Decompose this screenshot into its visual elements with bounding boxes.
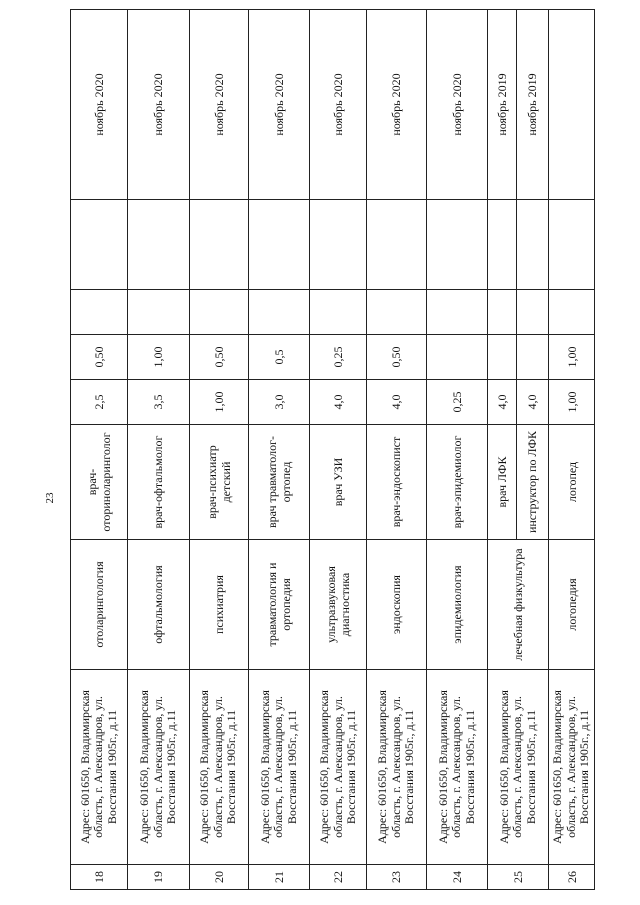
empty-cell: [310, 290, 367, 335]
occupied-cell: [426, 335, 487, 380]
date-cell: ноябрь 2019: [487, 10, 516, 200]
specialty-cell: травматология и ортопедия: [248, 540, 309, 670]
specialty-cell: логопедия: [549, 540, 595, 670]
occupied-cell: [487, 335, 516, 380]
specialty-cell: психиатрия: [189, 540, 248, 670]
specialty-cell: эндоскопия: [367, 540, 426, 670]
row-number: 26: [549, 865, 595, 890]
rate-cell: 1,00: [549, 380, 595, 425]
date-cell: ноябрь 2020: [128, 10, 189, 200]
row-number: 25: [487, 865, 548, 890]
address-cell: Адрес: 601650, Владимирская область, г. Александров, ул. Восстания 1905г., д.11: [549, 670, 595, 865]
address-cell: Адрес: 601650, Владимирская область, г. Александров, ул. Восстания 1905г., д.11: [487, 670, 548, 865]
rate-cell: 4,0: [367, 380, 426, 425]
address-cell: Адрес: 601650, Владимирская область, г. Александров, ул. Восстания 1905г., д.11: [128, 670, 189, 865]
specialty-cell: офтальмология: [128, 540, 189, 670]
empty-cell: [128, 200, 189, 290]
row-number: 24: [426, 865, 487, 890]
empty-cell: [426, 290, 487, 335]
position-cell: врач-оториноларинголог: [71, 425, 128, 540]
occupied-cell: 0,5: [248, 335, 309, 380]
occupied-cell: 0,25: [310, 335, 367, 380]
empty-cell: [310, 200, 367, 290]
table-row: [248, 10, 309, 890]
rate-cell: 1,00: [189, 380, 248, 425]
specialty-cell: ультразвуковая диагностика: [310, 540, 367, 670]
date-cell: ноябрь 2020: [71, 10, 128, 200]
occupied-cell: 1,00: [549, 335, 595, 380]
rate-cell: 4,0: [516, 380, 549, 425]
empty-cell: [189, 290, 248, 335]
empty-cell: [128, 290, 189, 335]
row-number: 19: [128, 865, 189, 890]
empty-cell: [487, 290, 516, 335]
position-cell: врач-эпидемиолог: [426, 425, 487, 540]
empty-cell: [426, 200, 487, 290]
rate-cell: 2,5: [71, 380, 128, 425]
empty-cell: [516, 200, 549, 290]
address-cell: Адрес: 601650, Владимирская область, г. Александров, ул. Восстания 1905г., д.11: [248, 670, 309, 865]
date-cell: ноябрь 2020: [248, 10, 309, 200]
occupied-cell: 0,50: [71, 335, 128, 380]
occupied-cell: [516, 335, 549, 380]
date-cell: ноябрь 2019: [516, 10, 549, 200]
address-cell: Адрес: 601650, Владимирская область, г. Александров, ул. Восстания 1905г., д.11: [71, 670, 128, 865]
row-number: 18: [71, 865, 128, 890]
position-cell: врач ЛФК: [487, 425, 516, 540]
table-row: [71, 10, 128, 890]
table-row: [128, 10, 189, 890]
table-row: [426, 10, 487, 890]
page-number: 23: [44, 492, 56, 504]
position-cell: инструктор по ЛФК: [516, 425, 549, 540]
occupied-cell: 0,50: [367, 335, 426, 380]
occupied-cell: 0,50: [189, 335, 248, 380]
address-cell: Адрес: 601650, Владимирская область, г. Александров, ул. Восстания 1905г., д.11: [367, 670, 426, 865]
rate-cell: 4,0: [310, 380, 367, 425]
position-cell: врач-эндоскопист: [367, 425, 426, 540]
table-row: [189, 10, 248, 890]
rate-cell: 3,0: [248, 380, 309, 425]
date-cell: ноябрь 2020: [310, 10, 367, 200]
date-cell: ноябрь 2020: [426, 10, 487, 200]
position-cell: врач-офтальмолог: [128, 425, 189, 540]
empty-cell: [71, 200, 128, 290]
empty-cell: [367, 290, 426, 335]
rate-cell: 3,5: [128, 380, 189, 425]
table-row: [549, 10, 595, 890]
rate-cell: 0,25: [426, 380, 487, 425]
address-cell: Адрес: 601650, Владимирская область, г. Александров, ул. Восстания 1905г., д.11: [310, 670, 367, 865]
specialty-cell: лечебная физкультура: [487, 540, 548, 670]
row-number: 22: [310, 865, 367, 890]
empty-cell: [516, 290, 549, 335]
empty-cell: [248, 200, 309, 290]
empty-cell: [189, 200, 248, 290]
position-cell: врач-психиатр детский: [189, 425, 248, 540]
table-row: [310, 10, 367, 890]
empty-cell: [549, 290, 595, 335]
empty-cell: [549, 200, 595, 290]
date-cell: ноябрь 2020: [189, 10, 248, 200]
rate-cell: 4,0: [487, 380, 516, 425]
date-cell: [549, 10, 595, 200]
occupied-cell: 1,00: [128, 335, 189, 380]
empty-cell: [71, 290, 128, 335]
row-number: 20: [189, 865, 248, 890]
specialty-cell: отоларингология: [71, 540, 128, 670]
vacancy-table: [70, 9, 595, 890]
specialty-cell: эпидемиология: [426, 540, 487, 670]
table-row: [367, 10, 426, 890]
position-cell: врач травматолог-ортопед: [248, 425, 309, 540]
empty-cell: [367, 200, 426, 290]
position-cell: врач УЗИ: [310, 425, 367, 540]
empty-cell: [487, 200, 516, 290]
date-cell: ноябрь 2020: [367, 10, 426, 200]
row-number: 21: [248, 865, 309, 890]
address-cell: Адрес: 601650, Владимирская область, г. Александров, ул. Восстания 1905г., д.11: [426, 670, 487, 865]
address-cell: Адрес: 601650, Владимирская область, г. Александров, ул. Восстания 1905г., д.11: [189, 670, 248, 865]
rotated-table-container: [70, 15, 595, 890]
empty-cell: [248, 290, 309, 335]
table-row: [487, 10, 516, 890]
row-number: 23: [367, 865, 426, 890]
position-cell: логопед: [549, 425, 595, 540]
